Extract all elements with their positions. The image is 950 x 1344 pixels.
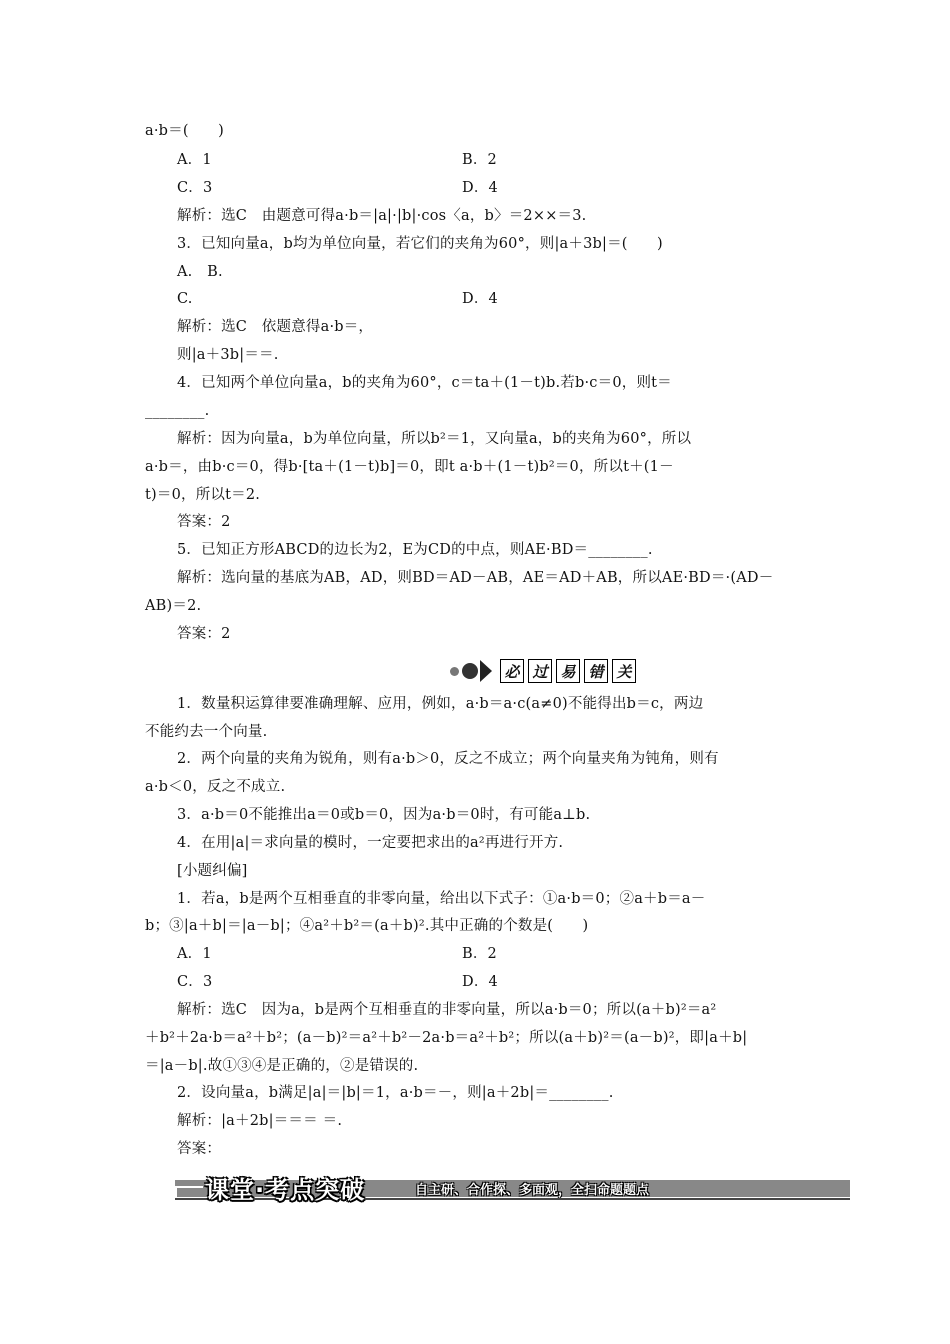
text-line: 解析：选C 由题意可得a·b＝|a|·|b|·cos〈a，b〉＝2××＝3. <box>177 208 587 224</box>
banner-corner-decoration <box>175 1186 203 1198</box>
text-line: 2．两个向量的夹角为锐角，则有a·b＞0，反之不成立；两个向量夹角为钝角，则有 <box>177 751 719 767</box>
text-line: a·b＝( ) <box>145 123 224 139</box>
text-line: [小题纠偏] <box>177 863 248 879</box>
section-banner-classroom <box>175 1172 850 1204</box>
text-line: 不能约去一个向量. <box>145 724 268 740</box>
text-line: D．4 <box>462 974 498 990</box>
text-line: A. B. <box>177 264 223 280</box>
arrow-icon <box>480 660 492 682</box>
text-line: 解析：选C 因为a，b是两个互相垂直的非零向量，所以a·b＝0；所以(a＋b)²＝a² <box>177 1002 717 1018</box>
text-line: ＋b²＋2a·b＝a²＋b²；(a－b)²＝a²＋b²－2a·b＝a²＋b²；所以(a＋b)²＝(a－b)²，即|a＋b| <box>145 1030 748 1046</box>
banner-subtitle: 自主研、合作探、多面观，全扫命题题点 <box>415 1183 650 1198</box>
text-line: 1．若a，b是两个互相垂直的非零向量，给出以下式子：①a·b＝0；②a＋b＝a－ <box>177 891 706 907</box>
text-line: 解析：|a＋2b|＝＝＝ ＝. <box>177 1113 343 1129</box>
banner-title <box>500 659 640 683</box>
text-line: a·b＜0，反之不成立. <box>145 779 286 795</box>
text-line: b；③|a＋b|＝|a－b|；④a²＋b²＝(a＋b)².其中正确的个数是( ) <box>145 918 589 934</box>
banner-title: 课堂·考点突破 <box>205 1176 366 1204</box>
text-line: B．2 <box>462 946 497 962</box>
text-line: C．3 <box>177 180 213 196</box>
text-line: D．4 <box>462 180 498 196</box>
text-line: A．1 <box>177 946 212 962</box>
banner-char: 错 <box>584 659 608 683</box>
banner-char: 过 <box>528 659 552 683</box>
text-line: 1．数量积运算律要准确理解、应用，例如，a·b＝a·c(a≠0)不能得出b＝c，两边 <box>177 696 704 712</box>
text-line: 解析：选向量的基底为AB，AD，则BD＝AD－AB，AE＝AD＋AB，所以AE·BD＝·(AD－ <box>177 570 774 586</box>
text-line: 解析：选C 依题意得a·b＝， <box>177 319 374 335</box>
text-line: ________. <box>145 403 210 419</box>
text-line: 4．已知两个单位向量a，b的夹角为60°，c＝ta＋(1－t)b.若b·c＝0，则t＝ <box>177 375 672 391</box>
text-line: 2．设向量a，b满足|a|＝|b|＝1，a·b＝－，则|a＋2b|＝________. <box>177 1085 614 1101</box>
text-line: D．4 <box>462 291 498 307</box>
text-line: 则|a＋3b|＝＝. <box>177 347 279 363</box>
text-line: AB)＝2. <box>145 598 202 614</box>
text-line: B．2 <box>462 152 497 168</box>
text-line: t)＝0，所以t＝2. <box>145 487 261 503</box>
text-line: ＝|a－b|.故①③④是正确的，②是错误的. <box>145 1058 419 1074</box>
small-dot-icon <box>450 667 459 676</box>
text-line: 答案：2 <box>177 514 231 530</box>
text-line: C. <box>177 291 193 307</box>
text-line: 3．已知向量a，b均为单位向量，若它们的夹角为60°，则|a＋3b|＝( ) <box>177 236 663 252</box>
text-line: 4．在用|a|＝求向量的模时，一定要把求出的a²再进行开方. <box>177 835 564 851</box>
banner-char: 必 <box>500 659 524 683</box>
text-line: 3．a·b＝0不能推出a＝0或b＝0，因为a·b＝0时，有可能a⊥b. <box>177 807 591 823</box>
text-line: C．3 <box>177 974 213 990</box>
text-line: A．1 <box>177 152 212 168</box>
text-line: 解析：因为向量a，b为单位向量，所以b²＝1，又向量a，b的夹角为60°，所以 <box>177 431 692 447</box>
large-dot-icon <box>462 663 478 679</box>
banner-char: 关 <box>612 659 636 683</box>
text-line: a·b＝，由b·c＝0，得b·[ta＋(1－t)b]＝0，即t a·b＋(1－t)b²＝0，所以t＋(1－ <box>145 459 674 475</box>
text-line: 5．已知正方形ABCD的边长为2，E为CD的中点，则AE·BD＝________. <box>177 542 653 558</box>
banner-char: 易 <box>556 659 580 683</box>
section-banner-mistakes <box>450 657 640 685</box>
text-line: 答案：2 <box>177 626 231 642</box>
text-line: 答案： <box>177 1141 222 1157</box>
